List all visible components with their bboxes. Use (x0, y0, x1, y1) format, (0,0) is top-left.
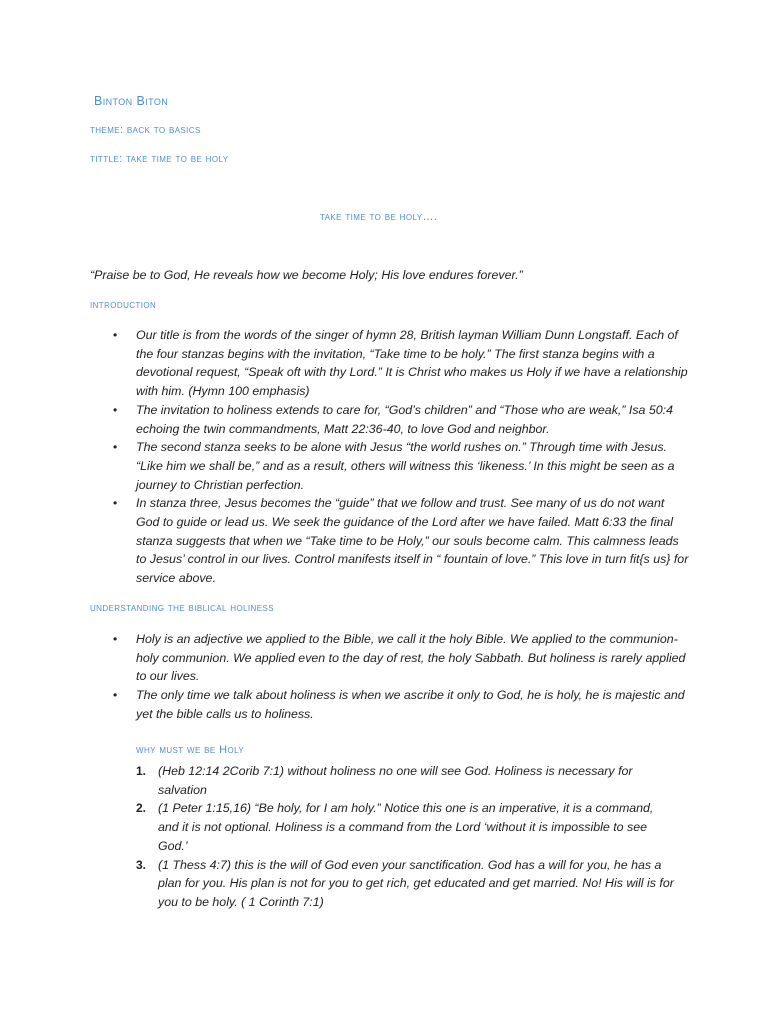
opening-quote: “Praise be to God, He reveals how we become Holy; His love endures forever.” (90, 268, 523, 282)
list-item (90, 686, 690, 723)
understanding-heading: understanding the biblical holiness (90, 602, 274, 614)
bullet-icon: • (113, 632, 118, 646)
bullet-icon: • (113, 328, 118, 342)
tittle-line: tittle: take time to be holy (90, 153, 229, 165)
list-item (90, 630, 690, 686)
introduction-heading: introduction (90, 299, 157, 311)
understanding-list (90, 630, 690, 724)
list-item-text: Our title is from the words of the singer of hymn 28, British layman William Dunn Longstaff. Each of the four stanzas begins with the invitation, “Take time to be holy.” The first stanza begins with a devotional request, “Speak oft with thy Lord.” It is Christ who makes us Holy if we have a relationship with him. (Hymn 100 emphasis) (136, 328, 688, 399)
main-heading: take time to be holy…. (320, 211, 438, 223)
introduction-list (90, 326, 690, 588)
list-number: 2. (136, 801, 147, 816)
list-item (136, 856, 676, 912)
why-holy-heading: why must we be Holy (136, 744, 245, 756)
list-item-text: The second stanza seeks to be alone with Jesus “the world rushes on.” Through time with Jesus. “Like him we shall be,” and as a result, others will witness this ‘likeness.’ In this might be seen as a journey to Christian perfection. (136, 440, 675, 492)
list-item-text: In stanza three, Jesus becomes the “guide” that we follow and trust. See many of us do not want God to guide or lead us. We seek the guidance of the Lord after we have failed. Matt 6:33 the final stanza suggests that when we “Take time to be Holy,” our souls become calm. This calmness leads to Jesus’ control in our lives. Control manifests itself in “ fountain of love.” This love in turn fit{s us} for service above. (136, 496, 689, 586)
list-item-text: (Heb 12:14 2Corib 7:1) without holiness no one will see God. Holiness is necessary for salvation (158, 764, 633, 797)
list-item-text: (1 Peter 1:15,16) “Be holy, for I am holy.” Notice this one is an imperative, it is a command, and it is not optional. Holiness is a command from the Lord ‘without it is impossible to see God.’ (158, 801, 654, 853)
list-item (136, 762, 676, 799)
list-number: 1. (136, 764, 147, 778)
list-item-text: The only time we talk about holiness is when we ascribe it only to God, he is holy, he is majestic and yet the bible calls us to holiness. (136, 688, 685, 721)
list-item (90, 401, 690, 438)
list-item (90, 494, 690, 588)
list-item (90, 326, 690, 401)
author-name: Binton Biton (94, 94, 169, 108)
why-holy-list (136, 762, 676, 912)
list-number: 3. (136, 857, 147, 872)
list-item-text: (1 Thess 4:7) this is the will of God even your sanctification. God has a will for you, he has a plan for you. His plan is not for you to get rich, get educated and get married. No! His will is for you to be holy. ( 1 Corinth 7:1) (158, 857, 674, 909)
theme-line: theme: back to basics (90, 124, 201, 136)
bullet-icon: • (113, 402, 118, 417)
bullet-icon: • (113, 688, 118, 703)
bullet-icon: • (113, 496, 118, 511)
bullet-icon: • (113, 440, 118, 455)
list-item (136, 799, 676, 855)
list-item-text: Holy is an adjective we applied to the Bible, we call it the holy Bible. We applied to the communion-holy communion. We applied even to the day of rest, the holy Sabbath. But holiness is rarely applied to our lives. (136, 632, 686, 684)
list-item-text: The invitation to holiness extends to care for, “God’s children” and “Those who are weak,” Isa 50:4 echoing the twin commandments, Matt 22:36-40, to love God and neighbor. (136, 402, 673, 436)
list-item (90, 438, 690, 494)
